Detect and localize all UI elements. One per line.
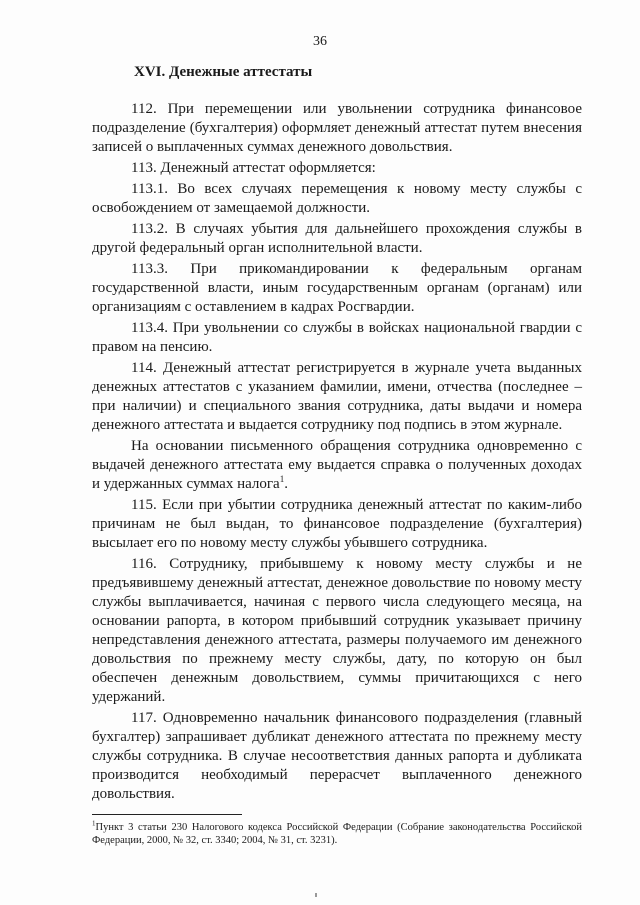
paragraph-113-2: 113.2. В случаях убытия для дальнейшего прохождения службы в другой федеральный орган исполнительной власти. xyxy=(92,221,582,256)
paragraph-117: 117. Одновременно начальник финансового подразделения (главный бухгалтер) запрашивает дубликат денежного аттестата по прежнему месту службы сотрудника. В случае несоответствия данных рапорта и дубликата производится необходимый перерасчет выплаченного денежного довольствия. xyxy=(92,710,582,802)
paragraph-113-1: 113.1. Во всех случаях перемещения к новому месту службы с освобождением от замещаемой должности. xyxy=(92,181,582,216)
paragraph-tax-certificate xyxy=(92,437,582,494)
scan-mark xyxy=(315,893,317,897)
section-heading: XVI. Денежные аттестаты xyxy=(134,64,313,80)
paragraph-114: 114. Денежный аттестат регистрируется в журнале учета выданных денежных аттестатов с указанием фамилии, имени, отчества (последнее – при наличии) и специального звания сотрудника, даты выдачи и номера денежного аттестата и выдается сотруднику под подпись в этом журнале. xyxy=(92,360,582,433)
body-text xyxy=(92,100,582,804)
page-number: 36 xyxy=(313,34,327,49)
paragraph-113-3: 113.3. При прикомандировании к федеральным органам государственной власти, иным государственным органам (органам) или организациям с оставлением в кадрах Росгвардии. xyxy=(92,261,582,315)
paragraph-tax-certificate-text: На основании письменного обращения сотрудника одновременно с выдачей денежного аттестата ему выдается справка о полученных доходах и удержанных суммах налога xyxy=(92,438,582,492)
footnote xyxy=(92,821,582,847)
footnote-text: Пункт 3 статьи 230 Налогового кодекса Российской Федерации (Собрание законодательства Российской Федерации, 2000, № 32, ст. 3340; 2004, № 31, ст. 3231). xyxy=(92,822,582,846)
paragraph-113: 113. Денежный аттестат оформляется: xyxy=(131,160,376,176)
footnote-marker: 1 xyxy=(92,819,96,828)
footnote-divider xyxy=(92,814,242,815)
paragraph-115: 115. Если при убытии сотрудника денежный аттестат по каким-либо причинам не был выдан, то финансовое подразделение (бухгалтерия) высылает его по новому месту службы убывшего сотрудника. xyxy=(92,497,582,551)
paragraph-113-4: 113.4. При увольнении со службы в войсках национальной гвардии с правом на пенсию. xyxy=(92,320,582,355)
paragraph-tax-certificate-end: . xyxy=(284,476,288,492)
footnote-reference[interactable]: 1 xyxy=(279,474,285,484)
paragraph-116: 116. Сотруднику, прибывшему к новому месту службы и не предъявившему денежный аттестат, денежное довольствие по новому месту службы выплачивается, начиная с первого числа следующего месяца, на основании рапорта, в котором прибывший сотрудник указывает причину непредставления денежного аттестата, размеры получаемого им денежного довольствия по прежнему месту службы, дату, по которую он был обеспечен денежным довольствием, суммы причитающихся с него удержаний. xyxy=(92,556,582,705)
paragraph-112: 112. При перемещении или увольнении сотрудника финансовое подразделение (бухгалтерия) оформляет денежный аттестат путем внесения записей о выплаченных суммах денежного довольствия. xyxy=(92,101,582,155)
